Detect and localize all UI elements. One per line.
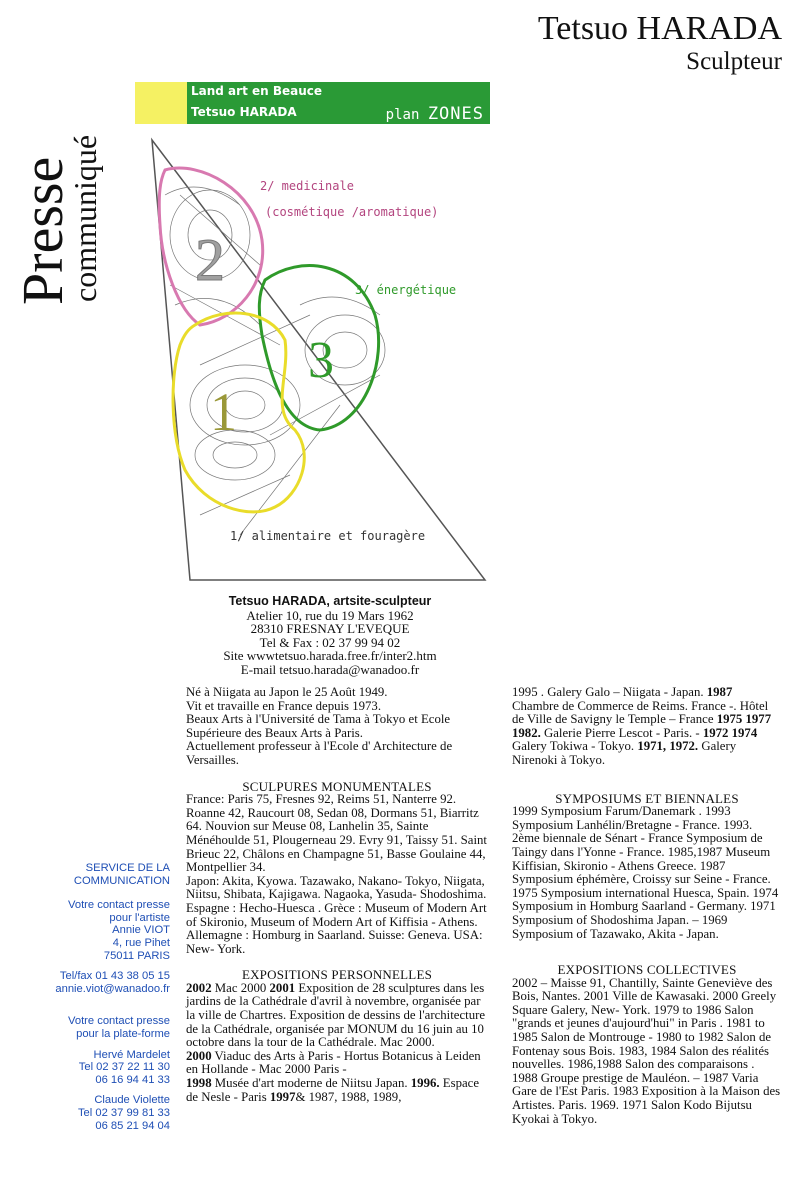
zone-1-outline <box>173 313 304 512</box>
artist-name-heading: Tetsuo HARADA <box>537 10 782 47</box>
zone-2-label-line-1: 2/ medicinale <box>260 179 354 193</box>
expo-2001-text: Exposition de 28 sculptures dans les jardins de la Cathédrale d'avril à novembre, organisée par la ville de Chartres. Exposition de dessins de l'architecture de la Cathédrale, organisée par MONUM du 16 juin au 10 octobre dans la tour de la Cathédrale. Mac 2000. <box>186 980 486 1050</box>
collectives-text: 2002 – Maisse 91, Chantilly, Sainte Geneviève des Bois, Nantes. 2001 Ville de Kawasaki. 2000 Greely Square Galery, New- York. 1979 to 1986 Salon "grands et jeunes d'aujourd'hui" in Paris . 1981 to 1985 Salon de Montrouge - 1980 to 1982 Salon de Fontenay sous Bois. 1983, 1984 Salon des réalités nouvelles. 1986,1988 Salon des comparaisons . 1988 Groupe prestige de Mauléon. – 1987 Varia Gare de l'Est Paris. 1983 Exposition à la Maison des Artistes. Paris. 1969. 1971 Salon Kodo Bijutsu Kyokai à Tokyo. <box>512 975 781 1126</box>
contact-address: Atelier 10, rue du 19 Mars 1962 <box>246 607 414 623</box>
contact-name-suffix: , artsite-sculpteur <box>326 594 432 608</box>
platform-contact-subheading: pour la plate-forme <box>76 1027 170 1040</box>
platform-person-tel: Tel 02 37 99 81 33 <box>77 1106 170 1119</box>
year-1996: 1996. <box>410 1076 440 1091</box>
banner-plan-zones <box>386 104 484 124</box>
banner-line-2: Tetsuo HARADA <box>191 105 297 119</box>
platform-contact-heading: Votre contact presse <box>68 1015 170 1028</box>
expo-2000-text: Viaduc des Arts à Paris - Hortus Botanicus à Leiden en Hollande - Mac 2000 Paris - <box>186 1048 481 1077</box>
expo-perso-text <box>186 982 488 1104</box>
expo-1971-text: Galery Nirenoki à Tokyo. <box>512 739 737 767</box>
year-1987: 1987 <box>706 685 733 699</box>
years-1971-1972: 1971, 1972. <box>637 739 699 754</box>
platform-person-name: Hervé Mardelet <box>93 1048 170 1061</box>
bio-line: Vit et travaille en France depuis 1973. <box>186 698 382 713</box>
year-1998: 1998 <box>186 1076 212 1091</box>
expo-1998-text: Musée d'art moderne de Niitsu Japan. <box>211 1076 411 1091</box>
banner-plan-prefix: plan <box>385 107 420 123</box>
press-contact-street: 4, rue Pihet <box>112 936 170 949</box>
vertical-title-communique: communiqué <box>67 134 103 302</box>
collectives-title: EXPOSITIONS COLLECTIVES <box>557 962 737 978</box>
press-contact-sidebar <box>38 862 170 1132</box>
press-contact-city: 75011 PARIS <box>103 949 170 962</box>
expo-1975-text: Galerie Pierre Lescot - Paris. - <box>540 725 703 740</box>
platform-person-tel: Tel 02 37 22 11 30 <box>78 1061 170 1074</box>
bio-line: Actuellement professeur à l'Ecole d' Architecture de Versailles. <box>186 739 453 767</box>
service-label: COMMUNICATION <box>73 874 170 887</box>
zone-1-label: 1/ alimentaire et fouragère <box>230 529 426 543</box>
press-contact-email[interactable]: annie.viot@wanadoo.fr <box>55 982 170 995</box>
platform-person-mobile: 06 16 94 41 33 <box>95 1073 170 1086</box>
artist-contact-block <box>180 594 480 676</box>
bio-line: Beaux Arts à l'Université de Tama à Tokyo et Ecole Supérieure des Beaux Arts à Paris. <box>186 712 451 740</box>
expo-1987-text: Chambre de Commerce de Reims. France -. Hôtel de Ville de Savigny le Temple – France <box>512 698 769 727</box>
year-2000: 2000 <box>186 1048 212 1063</box>
expo-perso-continued <box>512 686 782 768</box>
years-1972-1974: 1972 1974 <box>702 725 758 740</box>
vertical-title <box>8 90 104 305</box>
right-column <box>512 686 782 1126</box>
press-contact-name: Annie VIOT <box>112 924 170 937</box>
zone-3-number: 3 <box>308 332 334 389</box>
year-2002: 2002 <box>186 980 212 995</box>
zone-2-label-line-2: (cosmétique /aromatique) <box>265 205 439 219</box>
vertical-title-presse: Presse <box>10 156 75 305</box>
sculptures-title: SCULPURES MONUMENTALES <box>242 778 432 794</box>
zone-2-number: 2 <box>195 227 225 293</box>
zones-map-drawing <box>140 135 500 585</box>
artist-role-heading: Sculpteur <box>686 48 782 75</box>
contact-website[interactable]: Site wwwtetsuo.harada.free.fr/inter2.htm <box>223 648 437 663</box>
expo-2002-text: Mac 2000 <box>211 980 270 995</box>
project-banner <box>135 82 490 124</box>
zone-1-number: 1 <box>210 382 237 442</box>
platform-person-mobile: 06 85 21 94 04 <box>95 1119 170 1132</box>
contact-email[interactable]: E-mail tetsuo.harada@wanadoo.fr <box>240 661 420 677</box>
expo-1995-text: 1995 . Galery Galo – Niigata - Japan. <box>512 685 707 699</box>
symposiums-title: SYMPOSIUMS ET BIENNALES <box>555 790 739 806</box>
banner-plan-word: ZONES <box>427 104 484 124</box>
press-contact-subheading: pour l'artiste <box>109 911 170 924</box>
banner-line-1: Land art en Beauce <box>191 84 323 98</box>
year-1997: 1997 <box>269 1089 296 1104</box>
symposiums-text: 1999 Symposium Farum/Danemark . 1993 Symposium Lanhélin/Bretagne - France. 1993. 2ème biennale de Sénart - France Symposium de Taingy dans l'Yonne - France. 1985,1987 Museum Kiffisian, Skironio - Athens Greece. 1987 Symposium éphémère, Croissy sur Seine - France. 1975 Symposium international Huesca, Spain. 1974 Symposium in Homburg Saarland - Germany. 1971 Symposium of Shodoshima Japan. – 1969 Symposium of Tazawako, Akita - Japan. <box>512 804 779 941</box>
expo-perso-title: EXPOSITIONS PERSONNELLES <box>241 967 433 983</box>
press-contact-tel: Tel/fax 01 43 38 05 15 <box>59 970 170 983</box>
year-2001: 2001 <box>269 980 296 995</box>
banner-yellow-block <box>135 82 187 124</box>
press-contact-heading: Votre contact presse <box>68 899 170 912</box>
expo-1996-text: Espace de Nesle - Paris <box>186 1076 480 1104</box>
zone-3-label: 3/ énergétique <box>355 283 457 297</box>
bio-line: Né à Niigata au Japon le 25 Août 1949. <box>186 685 388 699</box>
service-label: SERVICE DE LA <box>85 862 170 874</box>
sculptures-international: Japon: Akita, Kyowa. Tazawako, Nakano- Tokyo, Niigata, Niitsu, Shibata, Kajigawa. Nagaoka, Yasuda- Shodoshima. Espagne : Hecho-Huesca . Grèce : Museum of Modern Art of Skironio, Museum of Modern Art of Kiffisia - Athens. Allemagne : Homburg in Saarland. Suisse: Geneva. USA: New- York. <box>186 873 487 956</box>
contact-city: 28310 FRESNAY L'EVEQUE <box>250 621 410 636</box>
contact-phone: Tel & Fax : 02 37 99 94 02 <box>259 634 401 650</box>
contact-name-line <box>180 594 480 609</box>
sculptures-france: France: Paris 75, Fresnes 92, Reims 51, Nanterre 92. Roanne 42, Raucourt 08, Sedan 08, Dormans 51, Biarritz 64. Nouvion sur Meuse 08, Lanhelin 35, Sainte Ménéhoulde 51, Plougerneau 29. Evry 91, Taissy 51. Saint Brieuc 22, Châlons en Champagne 51, Basse Goulaine 44, Montpellier 34. <box>186 792 487 875</box>
years-1975-1982: 1975 1977 1982. <box>512 712 772 740</box>
platform-person-name: Claude Violette <box>94 1094 170 1107</box>
left-column <box>186 686 488 1104</box>
expo-1997-text: & 1987, 1988, 1989, <box>295 1089 402 1104</box>
contact-name: Tetsuo HARADA <box>228 594 327 608</box>
zones-map <box>140 135 500 585</box>
expo-1972-text: Galery Tokiwa - Tokyo. <box>512 739 638 754</box>
